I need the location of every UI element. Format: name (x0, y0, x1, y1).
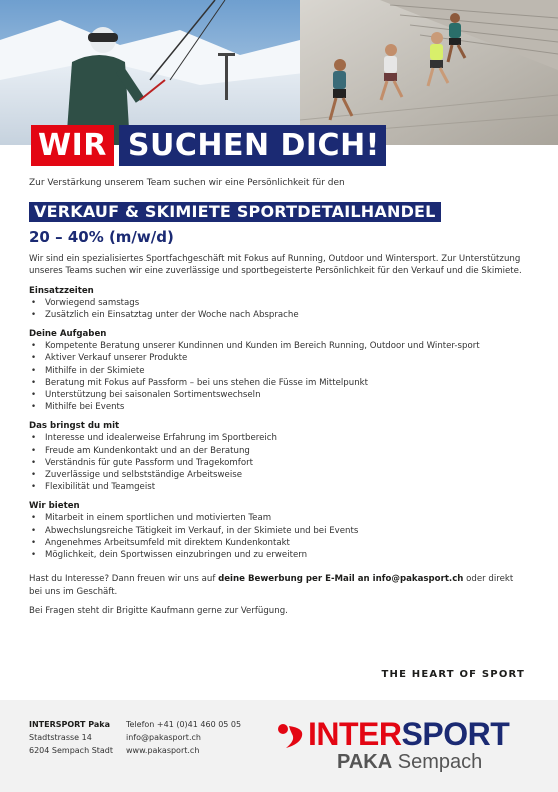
list-item: • Abwechslungsreiche Tätigkeit im Verkauf, in der Skimiete und bei Events (29, 525, 529, 537)
footer-web[interactable]: www.pakasport.ch (126, 746, 200, 755)
hero-image (0, 0, 558, 145)
slogan: THE HEART OF SPORT (381, 669, 525, 680)
hero-photo-collage (0, 0, 558, 145)
intersport-logo (276, 716, 538, 780)
list-item: • Mitarbeit in einem sportlichen und motivierten Team (29, 512, 529, 524)
list-item: • Vorwiegend samstags (29, 297, 529, 309)
list-item: • Interesse und idealerweise Erfahrung im Sportbereich (29, 432, 529, 444)
intro-text: Zur Verstärkung unserem Team suchen wir eine Persönlichkeit für den (29, 178, 345, 188)
footer-contact (126, 718, 241, 757)
list-item: • Zuverlässige und selbstständige Arbeitsweise (29, 469, 529, 481)
list-item: • Zusätzlich ein Einsatztag unter der Woche nach Absprache (29, 309, 529, 321)
footer-address (29, 718, 113, 757)
section-list (29, 297, 529, 321)
section-einsatzzeiten (29, 285, 529, 321)
list-item: • Mithilfe bei Events (29, 401, 529, 413)
list-item: • Möglichkeit, dein Sportwissen einzubringen und zu erweitern (29, 549, 529, 561)
workload-percent: 20 – 40% (m/w/d) (29, 228, 174, 246)
list-item: • Beratung mit Fokus auf Passform – bei uns stehen die Füsse im Mittelpunkt (29, 377, 529, 389)
footer-phone: Telefon +41 (0)41 460 05 05 (126, 720, 242, 729)
headline-part-blue: SUCHEN DICH! (119, 125, 386, 166)
job-title: VERKAUF & SKIMIETE SPORTDETAILHANDEL (29, 202, 441, 222)
contact-suffix: oder direkt bei uns im Geschäft. (29, 574, 514, 598)
list-item: • Mithilfe in der Skimiete (29, 365, 529, 377)
headline-part-red: WIR (31, 125, 114, 166)
contact-email-link[interactable]: deine Bewerbung per E-Mail an info@pakasport.ch (218, 574, 464, 585)
headline (31, 125, 386, 166)
list-item: • Angenehmes Arbeitsumfeld mit direktem Kundenkontakt (29, 537, 529, 549)
job-ad-content (29, 177, 529, 617)
section-bringst-du-mit (29, 420, 529, 493)
list-item: • Flexibilität und Teamgeist (29, 481, 529, 493)
list-item: • Unterstützung bei saisonalen Sortimentswechseln (29, 389, 529, 401)
intersport-mark-icon (276, 722, 306, 750)
section-heading: Deine Aufgaben (29, 329, 107, 340)
section-heading: Einsatzzeiten (29, 285, 94, 296)
section-list (29, 340, 529, 413)
questions-contact: Bei Fragen steht dir Brigitte Kaufmann gerne zur Verfügung. (29, 606, 288, 617)
footer-company: INTERSPORT Paka (29, 720, 110, 729)
list-item: • Kompetente Beratung unserer Kundinnen und Kunden im Bereich Running, Outdoor und Winter-sport (29, 340, 529, 352)
section-aufgaben (29, 328, 529, 413)
list-item: • Aktiver Verkauf unserer Produkte (29, 352, 529, 364)
section-heading: Das bringst du mit (29, 421, 120, 432)
footer-street: Stadtstrasse 14 (29, 733, 92, 742)
company-description: Wir sind ein spezialisiertes Sportfachgeschäft mit Fokus auf Running, Outdoor und Wintersport. Zur Unterstützung unseres Teams suchen wir eine zuverlässige und sportbegeisterte Persönlichkeit für den Verkauf und die Skimiete. (29, 254, 522, 277)
section-list (29, 512, 529, 561)
contact-prefix: Hast du Interesse? Dann freuen wir uns auf (29, 574, 219, 585)
footer-email[interactable]: info@pakasport.ch (126, 733, 201, 742)
footer-city: 6204 Sempach Stadt (29, 746, 114, 755)
section-heading: Wir bieten (29, 501, 80, 512)
section-wir-bieten (29, 500, 529, 561)
section-list (29, 432, 529, 493)
list-item: • Verständnis für gute Passform und Tragekomfort (29, 457, 529, 469)
application-contact (29, 573, 529, 599)
list-item: • Freude am Kundenkontakt und an der Beratung (29, 445, 529, 457)
logo-wordmark: INTERSPORT (308, 716, 510, 752)
logo-subline: PAKA Sempach (337, 751, 483, 773)
